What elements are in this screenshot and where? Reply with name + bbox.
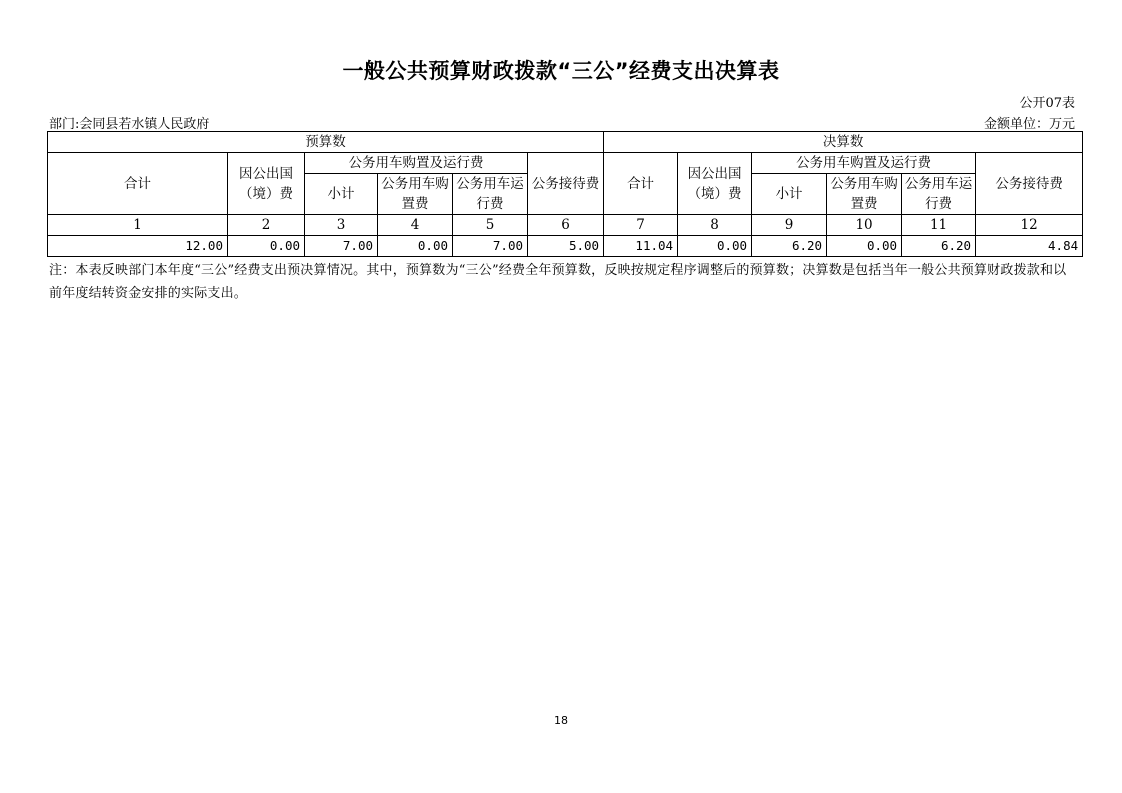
final-subtotal-header: 小计 <box>752 174 827 215</box>
value-cell: 0.00 <box>678 236 752 257</box>
index-cell: 7 <box>604 215 678 236</box>
index-cell: 2 <box>228 215 305 236</box>
value-cell: 0.00 <box>228 236 305 257</box>
budget-vehicle-operation-header: 公务用车运行费 <box>453 174 528 215</box>
budget-reception-header: 公务接待费 <box>528 153 604 215</box>
budget-group-header: 预算数 <box>48 132 604 153</box>
final-group-header: 决算数 <box>604 132 1083 153</box>
value-cell: 6.20 <box>902 236 976 257</box>
final-abroad-header: 因公出国（境）费 <box>678 153 752 215</box>
final-vehicle-operation-header: 公务用车运行费 <box>902 174 976 215</box>
department-label: 部门:会同县若水镇人民政府 <box>49 117 210 132</box>
budget-total-header: 合计 <box>48 153 228 215</box>
index-cell: 8 <box>678 215 752 236</box>
amount-unit-label: 金额单位：万元 <box>983 117 1075 132</box>
budget-vehicle-group-header: 公务用车购置及运行费 <box>305 153 528 174</box>
index-cell: 12 <box>976 215 1083 236</box>
three-public-expenses-table <box>47 131 1083 257</box>
final-reception-header: 公务接待费 <box>976 153 1083 215</box>
index-cell: 1 <box>48 215 228 236</box>
column-index-row <box>48 215 1083 236</box>
page-number: 18 <box>554 714 568 727</box>
budget-abroad-header: 因公出国（境）费 <box>228 153 305 215</box>
value-cell: 11.04 <box>604 236 678 257</box>
final-total-header: 合计 <box>604 153 678 215</box>
index-cell: 3 <box>305 215 378 236</box>
value-cell: 0.00 <box>827 236 902 257</box>
budget-vehicle-purchase-header: 公务用车购置费 <box>378 174 453 215</box>
value-cell: 5.00 <box>528 236 604 257</box>
value-cell: 7.00 <box>305 236 378 257</box>
table-footnote: 注：本表反映部门本年度“三公”经费支出预决算情况。其中，预算数为“三公”经费全年预算数，反映按规定程序调整后的预算数；决算数是包括当年一般公共预算财政拨款和以前年度结转资金安排的实际支出。 <box>49 263 1067 301</box>
index-cell: 6 <box>528 215 604 236</box>
table-row <box>48 236 1083 257</box>
value-cell: 7.00 <box>453 236 528 257</box>
value-cell: 0.00 <box>378 236 453 257</box>
index-cell: 10 <box>827 215 902 236</box>
document-title: 一般公共预算财政拨款“三公”经费支出决算表 <box>342 59 780 83</box>
value-cell: 4.84 <box>976 236 1083 257</box>
index-cell: 9 <box>752 215 827 236</box>
final-vehicle-group-header: 公务用车购置及运行费 <box>752 153 976 174</box>
final-vehicle-purchase-header: 公务用车购置费 <box>827 174 902 215</box>
index-cell: 5 <box>453 215 528 236</box>
index-cell: 4 <box>378 215 453 236</box>
index-cell: 11 <box>902 215 976 236</box>
form-number: 公开07表 <box>1019 96 1075 111</box>
value-cell: 6.20 <box>752 236 827 257</box>
budget-subtotal-header: 小计 <box>305 174 378 215</box>
value-cell: 12.00 <box>48 236 228 257</box>
